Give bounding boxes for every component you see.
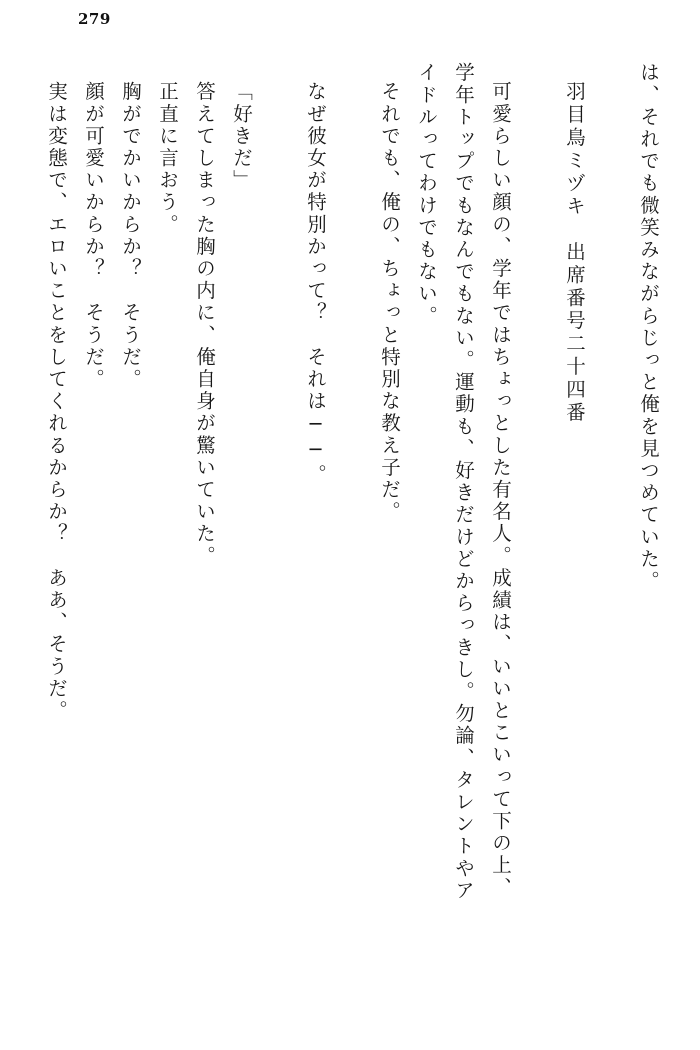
text-column-2 — [584, 62, 621, 1010]
page-number: 279 — [78, 10, 111, 28]
text-column-4 — [510, 62, 547, 1010]
text-column-5: 可愛らしい顔の、学年ではちょっとした有名人。成績は、いいとこいって下の上、 — [489, 81, 512, 899]
text-column-6: 学年トップでもなんでもない。運動も、好きだけどからっきし。勿論、タレントやア — [452, 62, 475, 902]
text-column-1: は、それでも微笑みながらじっと俺を見つめていた。 — [637, 62, 660, 593]
text-column-13: 答えてしまった胸の内に、俺自身が驚いていた。 — [193, 81, 216, 568]
text-column-14: 正直に言おう。 — [156, 81, 179, 236]
text-column-15: 胸がでかいからか？ そうだ。 — [119, 81, 142, 391]
text-column-16: 顔が可愛いからか？ そうだ。 — [82, 81, 105, 391]
text-column-9 — [325, 62, 362, 1010]
text-column-17: 実は変態で、エロいことをしてくれるからか？ ああ、そうだ。 — [45, 81, 68, 722]
text-column-7: イドルってわけでもない。 — [415, 62, 438, 328]
text-column-8: それでも、俺の、ちょっと特別な教え子だ。 — [378, 81, 401, 523]
text-column-10: なぜ彼女が特別かって？ それは──。 — [304, 81, 327, 486]
vertical-text-block — [46, 62, 658, 1010]
text-column-11 — [251, 62, 288, 1010]
text-column-12-dialogue: 「好きだ」 — [230, 81, 253, 192]
text-column-3-character-name: 羽目鳥ミヅキ 出席番号二十四番 — [563, 81, 586, 425]
